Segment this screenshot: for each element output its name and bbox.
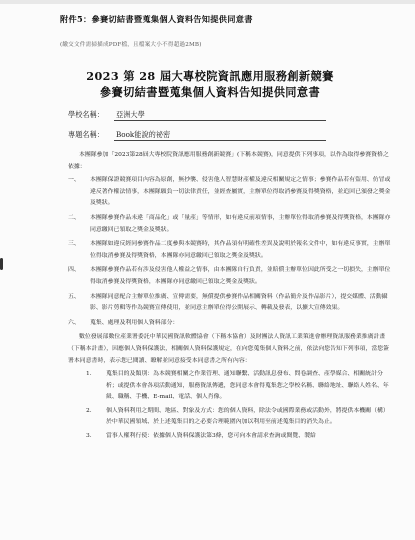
project-name-label: 專題名稱： [68, 130, 104, 139]
intro-paragraph: 本團隊參加「2023第28屆大專校院資訊應用服務創新競賽」(下稱本競賽)，同意提供下列事項，以作為取得參賽資格之依據： [68, 152, 389, 170]
document-title-line1: 2023 第 28 屆大專校院資訊應用服務創新競賽 [86, 69, 334, 83]
document-title-line2: 參賽切結書暨蒐集個人資料告知提供同意書 [99, 85, 321, 99]
personal-data-item [86, 369, 393, 404]
personal-data-text: 蒐集目的及類別：為本競賽相關之作業管理、通知聯繫、活動訊息發布、問卷調查、產學媒合、相關統計分析；或提供本會各項活動通知，服務資訊傳遞，您同意本會得蒐集您之學校名稱、聯絡地址、聯絡人姓名、年級、職稱、手機、E-mail、電話、個人肖像。 [106, 371, 389, 401]
clause-number: 三、 [68, 241, 80, 248]
clause-text: 本團隊保證競賽項目內容為原創，無抄襲、侵害他人智慧財產權及違反相關規定之情事；參賽作品若有盜用、仿冒或違反著作權法情事，本團隊願負一切法律責任，並經查屬實，主辦單位得取消參賽及得獎資格，並追回已頒發之獎金及獎狀。 [90, 177, 391, 207]
clause-number: 六、 [68, 319, 80, 326]
clause-item [68, 265, 393, 288]
scan-side-mark [0, 258, 3, 270]
clause-text: 蒐集、處理及利用個人資料部分： [90, 319, 179, 326]
clause-item [68, 318, 393, 330]
clause-number: 一、 [68, 177, 80, 184]
project-name-value: Book能說的祕密 [114, 130, 326, 141]
personal-data-item [86, 406, 393, 429]
submission-note: (繳交文件需掃描成PDF檔，且檔案大小不得超過2MB) [60, 42, 202, 48]
clause-number: 二、 [68, 214, 80, 221]
school-name-field [68, 110, 326, 121]
clause-text: 本團隊如違反經同參賽作品二度參與本競賽時，其作品須有明確性差異及說明於報名文件中，如有違反事實，主辦單位得取消參賽及得獎資格，本團隊亦同意繳回已領取之獎金及獎狀。 [90, 241, 391, 259]
attachment-title: 附件5：參賽切結書暨蒐集個人資料告知提供同意書 [60, 14, 253, 24]
school-name-label: 學校名稱： [68, 110, 104, 119]
personal-data-number: 3. [86, 433, 92, 440]
school-name-value: 亞洲大學 [114, 110, 326, 121]
scan-top-edge [0, 0, 415, 4]
project-name-field [68, 130, 326, 141]
agreement-body [68, 150, 393, 445]
clause-number: 四、 [68, 267, 80, 274]
clause-text: 本團隊同意配合主辦單位推廣、宣傳需要，無償提供參賽作品相關資料（作品簡介及作品影片），提交媒體、活動攝影、影片剪輯等作為競賽宣傳使用，並同意主辦單位得公開展示、轉載及發表，以擴大宣傳效果。 [90, 293, 388, 312]
clause-item [68, 292, 393, 315]
clause-text: 本團隊參賽作品若有涉及侵害他人權益之情事，由本團隊自行負責，並賠償主辦單位因此所受之一切損失，主辦單位得取消參賽及得獎資格，本團隊亦同意繳回已領取之獎金及獎狀。 [90, 267, 391, 285]
clause-number: 五、 [68, 293, 80, 300]
personal-data-number: 1. [86, 371, 92, 378]
personal-data-item [86, 431, 393, 443]
clause-text: 本團隊參賽作品未違「商品化」或「量產」等情形，如有違反前項情事，主辦單位得取消參賽及得獎資格，本團隊亦同意繳回已領取之獎金及獎狀。 [90, 214, 391, 233]
personal-data-text: 當事人權利行使：依據個人資料保護法第3條，您可向本會請求查詢或閱覽、製給 [106, 433, 316, 440]
personal-data-intro: 數位發展部數位產業署委託中華民國資訊軟體協會（下稱本協會）及財團法人資訊工業策進會辦理資訊服務業推廣計畫（下稱本計畫），因應個人資料保護法，相關個人資料保護規定，在向您蒐集個人資料之前，依法向您告知下列事項，當您簽署本同意書時，表示您已閱讀、瞭解並同意接受本同意書之所有內容： [68, 334, 390, 364]
clause-item [68, 175, 393, 210]
personal-data-text: 個人資料利用之期間、地區、對象及方式：您的個人資料，除法令或國際業務或活動外，將提供本機關（構）於中華民國領域、於上述蒐集目的之必要合理範圍內加以利用至前述蒐集目的消失為止。 [106, 407, 389, 426]
clause-item [68, 213, 393, 236]
clause-item [68, 239, 393, 262]
personal-data-number: 2. [86, 407, 92, 414]
